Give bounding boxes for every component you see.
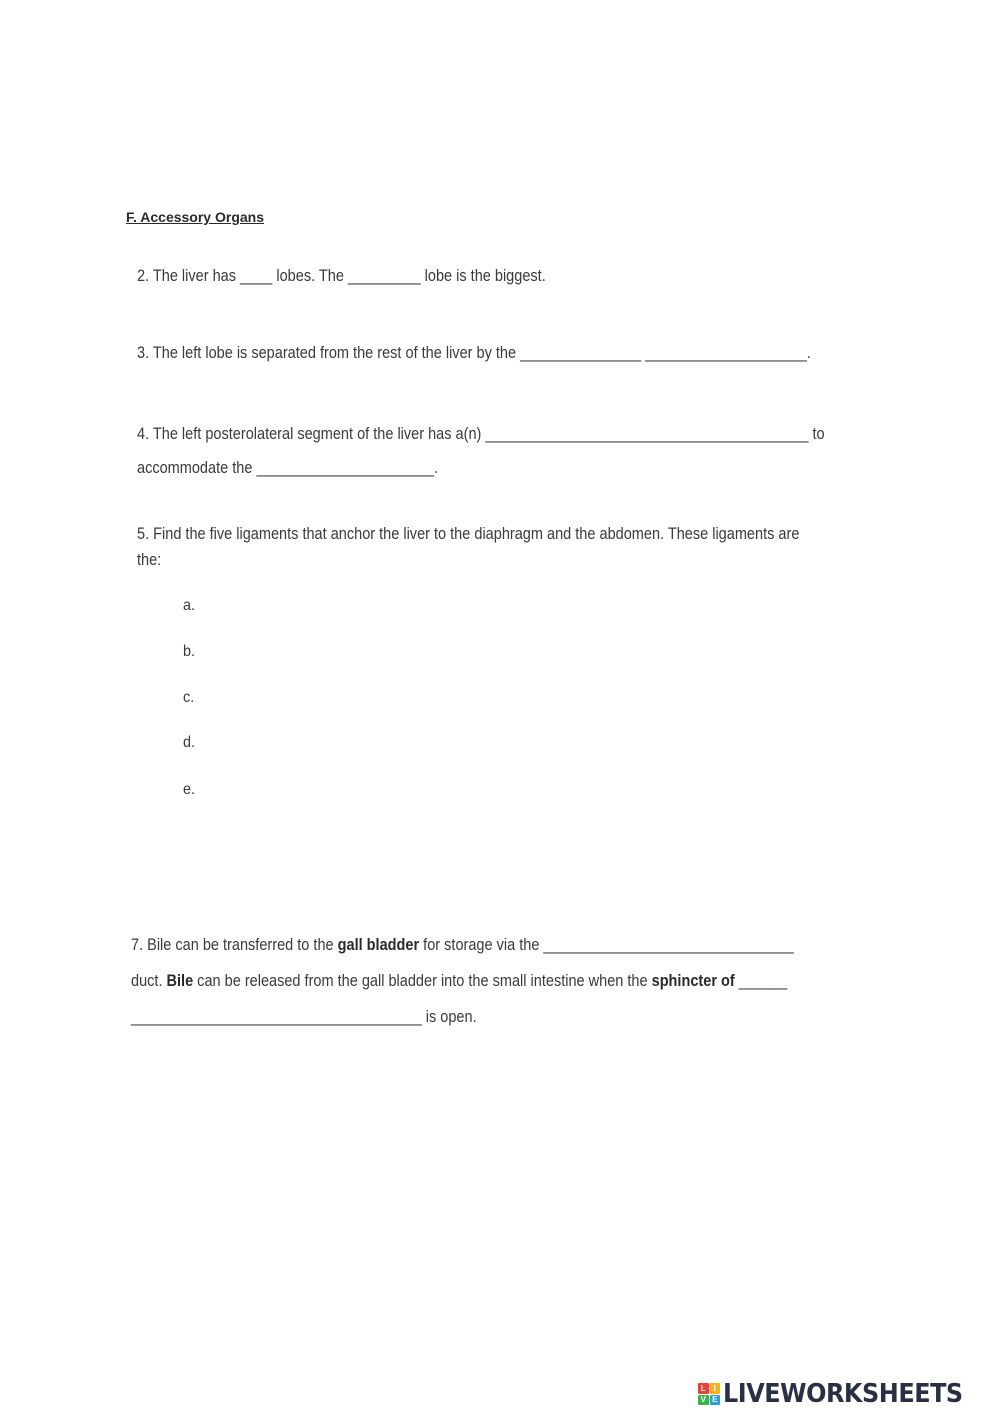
question-5-line-1: 5. Find the five ligaments that anchor the liver to the diaphragm and the abdomen. These ligaments are — [137, 525, 800, 543]
logo-tile: V — [698, 1395, 709, 1406]
logo-icon — [698, 1383, 720, 1405]
q7-bold-sphincter: sphincter of — [651, 972, 735, 990]
list-item: c. — [183, 689, 195, 706]
question-4-line-2: accommodate the ______________________. — [137, 459, 439, 477]
question-2-text: 2. The liver has ____ lobes. The _________ lobe is the biggest. — [137, 267, 546, 285]
section-title: F. Accessory Organs — [126, 209, 264, 225]
question-5 — [137, 521, 799, 573]
question-2 — [137, 263, 546, 289]
q7-text: 7. Bile can be transferred to the — [131, 936, 338, 954]
question-7-line-2 — [131, 963, 794, 999]
q7-text: duct. — [131, 972, 167, 990]
list-item: a. — [183, 597, 196, 614]
logo-tile: E — [710, 1395, 721, 1406]
logo-text: LIVEWORKSHEETS — [723, 1379, 963, 1409]
question-4 — [137, 417, 825, 485]
question-5-line-2: the: — [137, 551, 162, 569]
q7-text: ______ — [734, 972, 788, 990]
question-7 — [131, 927, 794, 1035]
q7-text: can be released from the gall bladder into the small intestine when the — [193, 972, 652, 990]
question-7-line-1 — [131, 927, 794, 963]
q7-bold-gall-bladder: gall bladder — [337, 936, 420, 954]
logo-tile: I — [710, 1383, 721, 1394]
q7-bold-bile: Bile — [166, 972, 194, 990]
question-3-text: 3. The left lobe is separated from the rest of the liver by the _______________ ____________________. — [137, 344, 811, 362]
question-4-line-1: 4. The left posterolateral segment of the liver has a(n) ________________________________________ to — [137, 425, 825, 443]
liveworksheets-logo[interactable] — [698, 1378, 984, 1410]
q7-text: for storage via the _______________________________ — [419, 936, 794, 954]
list-item: e. — [183, 781, 196, 798]
list-item: d. — [183, 734, 196, 751]
question-7-line-3: ____________________________________ is open. — [131, 1008, 477, 1026]
list-item: b. — [183, 643, 196, 660]
logo-tile: L — [698, 1383, 709, 1394]
question-3 — [137, 340, 811, 366]
